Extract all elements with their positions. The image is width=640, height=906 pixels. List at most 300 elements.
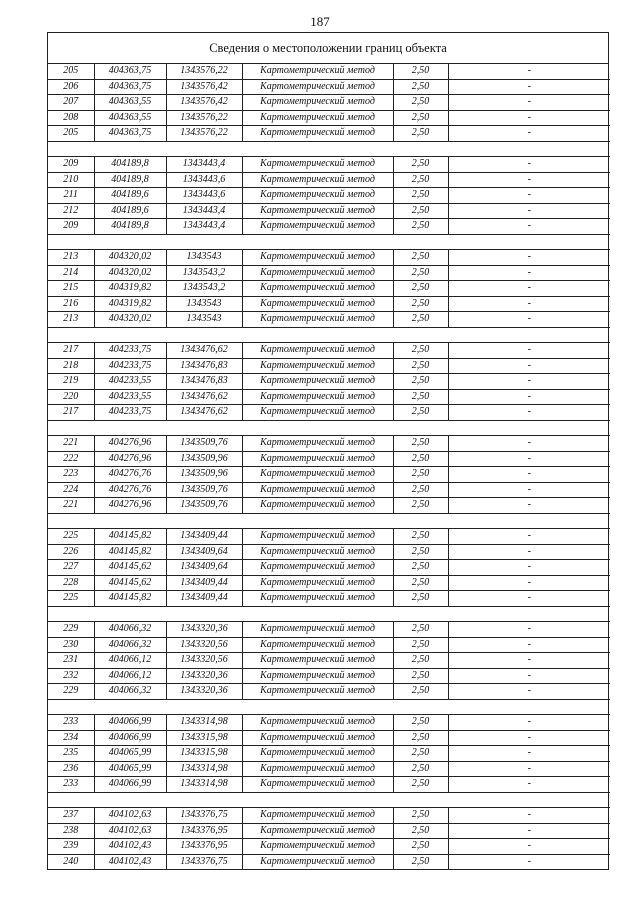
x-coordinate-cell: 404189,8 xyxy=(94,172,166,188)
coordinates-body xyxy=(48,64,610,869)
precision-cell: 2,50 xyxy=(393,451,448,467)
x-coordinate-cell: 404233,75 xyxy=(94,405,166,421)
x-coordinate-cell: 404102,63 xyxy=(94,823,166,839)
table-row xyxy=(48,668,610,684)
table-row xyxy=(48,405,610,421)
y-coordinate-cell: 1343476,62 xyxy=(166,405,242,421)
point-number-cell: 239 xyxy=(48,839,94,855)
table-row xyxy=(48,622,610,638)
table-row xyxy=(48,64,610,79)
boundary-table xyxy=(47,32,609,870)
note-cell: - xyxy=(448,467,610,483)
y-coordinate-cell: 1343376,75 xyxy=(166,808,242,824)
table-row xyxy=(48,730,610,746)
table-row xyxy=(48,560,610,576)
point-number-cell: 219 xyxy=(48,374,94,390)
x-coordinate-cell: 404363,75 xyxy=(94,79,166,95)
precision-cell: 2,50 xyxy=(393,808,448,824)
y-coordinate-cell: 1343409,64 xyxy=(166,560,242,576)
note-cell: - xyxy=(448,684,610,700)
precision-cell: 2,50 xyxy=(393,157,448,173)
precision-cell: 2,50 xyxy=(393,110,448,126)
y-coordinate-cell: 1343320,36 xyxy=(166,684,242,700)
separator-cell xyxy=(48,234,610,250)
method-cell: Картометрический метод xyxy=(242,250,393,266)
precision-cell: 2,50 xyxy=(393,172,448,188)
y-coordinate-cell: 1343320,36 xyxy=(166,622,242,638)
table-row xyxy=(48,746,610,762)
point-number-cell: 232 xyxy=(48,668,94,684)
separator-cell xyxy=(48,792,610,808)
separator-cell xyxy=(48,141,610,157)
table-row xyxy=(48,839,610,855)
x-coordinate-cell: 404363,55 xyxy=(94,110,166,126)
x-coordinate-cell: 404320,02 xyxy=(94,312,166,328)
precision-cell: 2,50 xyxy=(393,405,448,421)
y-coordinate-cell: 1343443,4 xyxy=(166,203,242,219)
group-separator-row xyxy=(48,792,610,808)
precision-cell: 2,50 xyxy=(393,560,448,576)
y-coordinate-cell: 1343509,96 xyxy=(166,467,242,483)
point-number-cell: 217 xyxy=(48,405,94,421)
table-row xyxy=(48,219,610,235)
precision-cell: 2,50 xyxy=(393,203,448,219)
y-coordinate-cell: 1343443,6 xyxy=(166,172,242,188)
point-number-cell: 231 xyxy=(48,653,94,669)
precision-cell: 2,50 xyxy=(393,529,448,545)
method-cell: Картометрический метод xyxy=(242,436,393,452)
method-cell: Картометрический метод xyxy=(242,808,393,824)
precision-cell: 2,50 xyxy=(393,777,448,793)
x-coordinate-cell: 404233,55 xyxy=(94,389,166,405)
x-coordinate-cell: 404276,96 xyxy=(94,436,166,452)
method-cell: Картометрический метод xyxy=(242,296,393,312)
y-coordinate-cell: 1343576,42 xyxy=(166,79,242,95)
note-cell: - xyxy=(448,281,610,297)
x-coordinate-cell: 404066,32 xyxy=(94,637,166,653)
x-coordinate-cell: 404363,55 xyxy=(94,95,166,111)
precision-cell: 2,50 xyxy=(393,761,448,777)
table-row xyxy=(48,854,610,869)
point-number-cell: 209 xyxy=(48,157,94,173)
table-row xyxy=(48,126,610,142)
y-coordinate-cell: 1343543,2 xyxy=(166,265,242,281)
point-number-cell: 217 xyxy=(48,343,94,359)
point-number-cell: 228 xyxy=(48,575,94,591)
separator-cell xyxy=(48,513,610,529)
method-cell: Картометрический метод xyxy=(242,281,393,297)
method-cell: Картометрический метод xyxy=(242,854,393,869)
method-cell: Картометрический метод xyxy=(242,172,393,188)
precision-cell: 2,50 xyxy=(393,854,448,869)
table-row xyxy=(48,715,610,731)
x-coordinate-cell: 404145,82 xyxy=(94,591,166,607)
note-cell: - xyxy=(448,761,610,777)
group-separator-row xyxy=(48,513,610,529)
table-row xyxy=(48,482,610,498)
note-cell: - xyxy=(448,653,610,669)
point-number-cell: 205 xyxy=(48,64,94,79)
note-cell: - xyxy=(448,436,610,452)
note-cell: - xyxy=(448,343,610,359)
note-cell: - xyxy=(448,405,610,421)
y-coordinate-cell: 1343443,4 xyxy=(166,219,242,235)
note-cell: - xyxy=(448,668,610,684)
point-number-cell: 213 xyxy=(48,250,94,266)
note-cell: - xyxy=(448,172,610,188)
x-coordinate-cell: 404145,82 xyxy=(94,544,166,560)
method-cell: Картометрический метод xyxy=(242,544,393,560)
table-row xyxy=(48,498,610,514)
point-number-cell: 221 xyxy=(48,498,94,514)
point-number-cell: 215 xyxy=(48,281,94,297)
separator-cell xyxy=(48,699,610,715)
note-cell: - xyxy=(448,591,610,607)
y-coordinate-cell: 1343509,76 xyxy=(166,482,242,498)
method-cell: Картометрический метод xyxy=(242,95,393,111)
point-number-cell: 233 xyxy=(48,715,94,731)
y-coordinate-cell: 1343543,2 xyxy=(166,281,242,297)
precision-cell: 2,50 xyxy=(393,498,448,514)
method-cell: Картометрический метод xyxy=(242,637,393,653)
note-cell: - xyxy=(448,358,610,374)
table-row xyxy=(48,451,610,467)
precision-cell: 2,50 xyxy=(393,343,448,359)
x-coordinate-cell: 404066,12 xyxy=(94,668,166,684)
note-cell: - xyxy=(448,250,610,266)
precision-cell: 2,50 xyxy=(393,622,448,638)
x-coordinate-cell: 404066,99 xyxy=(94,715,166,731)
y-coordinate-cell: 1343509,76 xyxy=(166,498,242,514)
table-row xyxy=(48,281,610,297)
method-cell: Картометрический метод xyxy=(242,358,393,374)
note-cell: - xyxy=(448,746,610,762)
x-coordinate-cell: 404102,43 xyxy=(94,854,166,869)
y-coordinate-cell: 1343476,62 xyxy=(166,389,242,405)
precision-cell: 2,50 xyxy=(393,79,448,95)
table-row xyxy=(48,172,610,188)
method-cell: Картометрический метод xyxy=(242,451,393,467)
point-number-cell: 229 xyxy=(48,622,94,638)
point-number-cell: 208 xyxy=(48,110,94,126)
precision-cell: 2,50 xyxy=(393,64,448,79)
page-number: 187 xyxy=(310,14,330,29)
note-cell: - xyxy=(448,110,610,126)
precision-cell: 2,50 xyxy=(393,188,448,204)
method-cell: Картометрический метод xyxy=(242,64,393,79)
method-cell: Картометрический метод xyxy=(242,560,393,576)
y-coordinate-cell: 1343576,22 xyxy=(166,126,242,142)
note-cell: - xyxy=(448,451,610,467)
method-cell: Картометрический метод xyxy=(242,529,393,545)
precision-cell: 2,50 xyxy=(393,389,448,405)
x-coordinate-cell: 404276,96 xyxy=(94,498,166,514)
y-coordinate-cell: 1343543 xyxy=(166,250,242,266)
note-cell: - xyxy=(448,575,610,591)
precision-cell: 2,50 xyxy=(393,436,448,452)
note-cell: - xyxy=(448,560,610,576)
table-row xyxy=(48,467,610,483)
note-cell: - xyxy=(448,312,610,328)
note-cell: - xyxy=(448,498,610,514)
note-cell: - xyxy=(448,482,610,498)
table-row xyxy=(48,653,610,669)
table-row xyxy=(48,296,610,312)
method-cell: Картометрический метод xyxy=(242,389,393,405)
note-cell: - xyxy=(448,854,610,869)
x-coordinate-cell: 404065,99 xyxy=(94,761,166,777)
precision-cell: 2,50 xyxy=(393,374,448,390)
precision-cell: 2,50 xyxy=(393,467,448,483)
y-coordinate-cell: 1343314,98 xyxy=(166,761,242,777)
method-cell: Картометрический метод xyxy=(242,405,393,421)
table-row xyxy=(48,265,610,281)
y-coordinate-cell: 1343320,56 xyxy=(166,653,242,669)
table-row xyxy=(48,110,610,126)
y-coordinate-cell: 1343576,42 xyxy=(166,95,242,111)
point-number-cell: 216 xyxy=(48,296,94,312)
precision-cell: 2,50 xyxy=(393,296,448,312)
note-cell: - xyxy=(448,374,610,390)
table-row xyxy=(48,374,610,390)
x-coordinate-cell: 404066,32 xyxy=(94,684,166,700)
note-cell: - xyxy=(448,529,610,545)
point-number-cell: 225 xyxy=(48,591,94,607)
precision-cell: 2,50 xyxy=(393,823,448,839)
x-coordinate-cell: 404233,75 xyxy=(94,358,166,374)
method-cell: Картометрический метод xyxy=(242,668,393,684)
note-cell: - xyxy=(448,296,610,312)
point-number-cell: 211 xyxy=(48,188,94,204)
method-cell: Картометрический метод xyxy=(242,188,393,204)
table-row xyxy=(48,188,610,204)
y-coordinate-cell: 1343576,22 xyxy=(166,110,242,126)
y-coordinate-cell: 1343315,98 xyxy=(166,746,242,762)
x-coordinate-cell: 404363,75 xyxy=(94,64,166,79)
x-coordinate-cell: 404233,75 xyxy=(94,343,166,359)
x-coordinate-cell: 404319,82 xyxy=(94,296,166,312)
x-coordinate-cell: 404363,75 xyxy=(94,126,166,142)
precision-cell: 2,50 xyxy=(393,265,448,281)
x-coordinate-cell: 404189,8 xyxy=(94,219,166,235)
point-number-cell: 205 xyxy=(48,126,94,142)
x-coordinate-cell: 404102,63 xyxy=(94,808,166,824)
method-cell: Картометрический метод xyxy=(242,343,393,359)
point-number-cell: 223 xyxy=(48,467,94,483)
method-cell: Картометрический метод xyxy=(242,203,393,219)
point-number-cell: 235 xyxy=(48,746,94,762)
x-coordinate-cell: 404066,99 xyxy=(94,730,166,746)
table-row xyxy=(48,389,610,405)
x-coordinate-cell: 404145,82 xyxy=(94,529,166,545)
x-coordinate-cell: 404189,8 xyxy=(94,157,166,173)
y-coordinate-cell: 1343376,75 xyxy=(166,854,242,869)
y-coordinate-cell: 1343409,44 xyxy=(166,591,242,607)
point-number-cell: 220 xyxy=(48,389,94,405)
y-coordinate-cell: 1343509,96 xyxy=(166,451,242,467)
point-number-cell: 234 xyxy=(48,730,94,746)
x-coordinate-cell: 404066,99 xyxy=(94,777,166,793)
point-number-cell: 221 xyxy=(48,436,94,452)
group-separator-row xyxy=(48,606,610,622)
note-cell: - xyxy=(448,715,610,731)
group-separator-row xyxy=(48,327,610,343)
point-number-cell: 207 xyxy=(48,95,94,111)
note-cell: - xyxy=(448,126,610,142)
group-separator-row xyxy=(48,141,610,157)
y-coordinate-cell: 1343409,64 xyxy=(166,544,242,560)
x-coordinate-cell: 404102,43 xyxy=(94,839,166,855)
precision-cell: 2,50 xyxy=(393,126,448,142)
precision-cell: 2,50 xyxy=(393,95,448,111)
method-cell: Картометрический метод xyxy=(242,312,393,328)
point-number-cell: 226 xyxy=(48,544,94,560)
point-number-cell: 233 xyxy=(48,777,94,793)
x-coordinate-cell: 404066,12 xyxy=(94,653,166,669)
separator-cell xyxy=(48,606,610,622)
note-cell: - xyxy=(448,823,610,839)
method-cell: Картометрический метод xyxy=(242,498,393,514)
x-coordinate-cell: 404276,76 xyxy=(94,482,166,498)
method-cell: Картометрический метод xyxy=(242,482,393,498)
table-title: Сведения о местоположении границ объекта xyxy=(48,33,608,64)
table-row xyxy=(48,823,610,839)
method-cell: Картометрический метод xyxy=(242,157,393,173)
y-coordinate-cell: 1343443,4 xyxy=(166,157,242,173)
note-cell: - xyxy=(448,64,610,79)
y-coordinate-cell: 1343409,44 xyxy=(166,529,242,545)
note-cell: - xyxy=(448,79,610,95)
y-coordinate-cell: 1343476,83 xyxy=(166,374,242,390)
point-number-cell: 212 xyxy=(48,203,94,219)
point-number-cell: 206 xyxy=(48,79,94,95)
note-cell: - xyxy=(448,389,610,405)
precision-cell: 2,50 xyxy=(393,684,448,700)
point-number-cell: 230 xyxy=(48,637,94,653)
precision-cell: 2,50 xyxy=(393,715,448,731)
y-coordinate-cell: 1343576,22 xyxy=(166,64,242,79)
y-coordinate-cell: 1343476,83 xyxy=(166,358,242,374)
point-number-cell: 240 xyxy=(48,854,94,869)
note-cell: - xyxy=(448,157,610,173)
method-cell: Картометрический метод xyxy=(242,653,393,669)
method-cell: Картометрический метод xyxy=(242,730,393,746)
point-number-cell: 236 xyxy=(48,761,94,777)
note-cell: - xyxy=(448,544,610,560)
x-coordinate-cell: 404066,32 xyxy=(94,622,166,638)
precision-cell: 2,50 xyxy=(393,730,448,746)
point-number-cell: 227 xyxy=(48,560,94,576)
method-cell: Картометрический метод xyxy=(242,746,393,762)
y-coordinate-cell: 1343443,6 xyxy=(166,188,242,204)
point-number-cell: 213 xyxy=(48,312,94,328)
y-coordinate-cell: 1343543 xyxy=(166,296,242,312)
precision-cell: 2,50 xyxy=(393,312,448,328)
note-cell: - xyxy=(448,265,610,281)
point-number-cell: 224 xyxy=(48,482,94,498)
note-cell: - xyxy=(448,777,610,793)
table-row xyxy=(48,79,610,95)
x-coordinate-cell: 404233,55 xyxy=(94,374,166,390)
table-row xyxy=(48,157,610,173)
note-cell: - xyxy=(448,839,610,855)
group-separator-row xyxy=(48,234,610,250)
table-row xyxy=(48,203,610,219)
note-cell: - xyxy=(448,203,610,219)
y-coordinate-cell: 1343376,95 xyxy=(166,823,242,839)
method-cell: Картометрический метод xyxy=(242,591,393,607)
x-coordinate-cell: 404320,02 xyxy=(94,250,166,266)
x-coordinate-cell: 404276,96 xyxy=(94,451,166,467)
table-row xyxy=(48,312,610,328)
method-cell: Картометрический метод xyxy=(242,219,393,235)
table-row xyxy=(48,343,610,359)
method-cell: Картометрический метод xyxy=(242,126,393,142)
precision-cell: 2,50 xyxy=(393,482,448,498)
precision-cell: 2,50 xyxy=(393,358,448,374)
y-coordinate-cell: 1343509,76 xyxy=(166,436,242,452)
note-cell: - xyxy=(448,95,610,111)
point-number-cell: 238 xyxy=(48,823,94,839)
separator-cell xyxy=(48,420,610,436)
precision-cell: 2,50 xyxy=(393,653,448,669)
coordinates-table xyxy=(48,64,610,869)
table-row xyxy=(48,436,610,452)
precision-cell: 2,50 xyxy=(393,250,448,266)
precision-cell: 2,50 xyxy=(393,544,448,560)
precision-cell: 2,50 xyxy=(393,591,448,607)
point-number-cell: 209 xyxy=(48,219,94,235)
table-row xyxy=(48,637,610,653)
point-number-cell: 225 xyxy=(48,529,94,545)
table-row xyxy=(48,684,610,700)
y-coordinate-cell: 1343314,98 xyxy=(166,715,242,731)
method-cell: Картометрический метод xyxy=(242,823,393,839)
point-number-cell: 214 xyxy=(48,265,94,281)
y-coordinate-cell: 1343376,95 xyxy=(166,839,242,855)
x-coordinate-cell: 404145,62 xyxy=(94,575,166,591)
x-coordinate-cell: 404065,99 xyxy=(94,746,166,762)
group-separator-row xyxy=(48,699,610,715)
x-coordinate-cell: 404320,02 xyxy=(94,265,166,281)
point-number-cell: 222 xyxy=(48,451,94,467)
method-cell: Картометрический метод xyxy=(242,79,393,95)
table-row xyxy=(48,544,610,560)
table-row xyxy=(48,575,610,591)
note-cell: - xyxy=(448,622,610,638)
method-cell: Картометрический метод xyxy=(242,715,393,731)
y-coordinate-cell: 1343409,44 xyxy=(166,575,242,591)
method-cell: Картометрический метод xyxy=(242,761,393,777)
point-number-cell: 218 xyxy=(48,358,94,374)
method-cell: Картометрический метод xyxy=(242,265,393,281)
x-coordinate-cell: 404189,6 xyxy=(94,188,166,204)
note-cell: - xyxy=(448,730,610,746)
separator-cell xyxy=(48,327,610,343)
table-row xyxy=(48,761,610,777)
note-cell: - xyxy=(448,808,610,824)
precision-cell: 2,50 xyxy=(393,637,448,653)
point-number-cell: 229 xyxy=(48,684,94,700)
method-cell: Картометрический метод xyxy=(242,374,393,390)
y-coordinate-cell: 1343476,62 xyxy=(166,343,242,359)
method-cell: Картометрический метод xyxy=(242,622,393,638)
method-cell: Картометрический метод xyxy=(242,777,393,793)
x-coordinate-cell: 404145,62 xyxy=(94,560,166,576)
point-number-cell: 237 xyxy=(48,808,94,824)
table-row xyxy=(48,529,610,545)
precision-cell: 2,50 xyxy=(393,575,448,591)
